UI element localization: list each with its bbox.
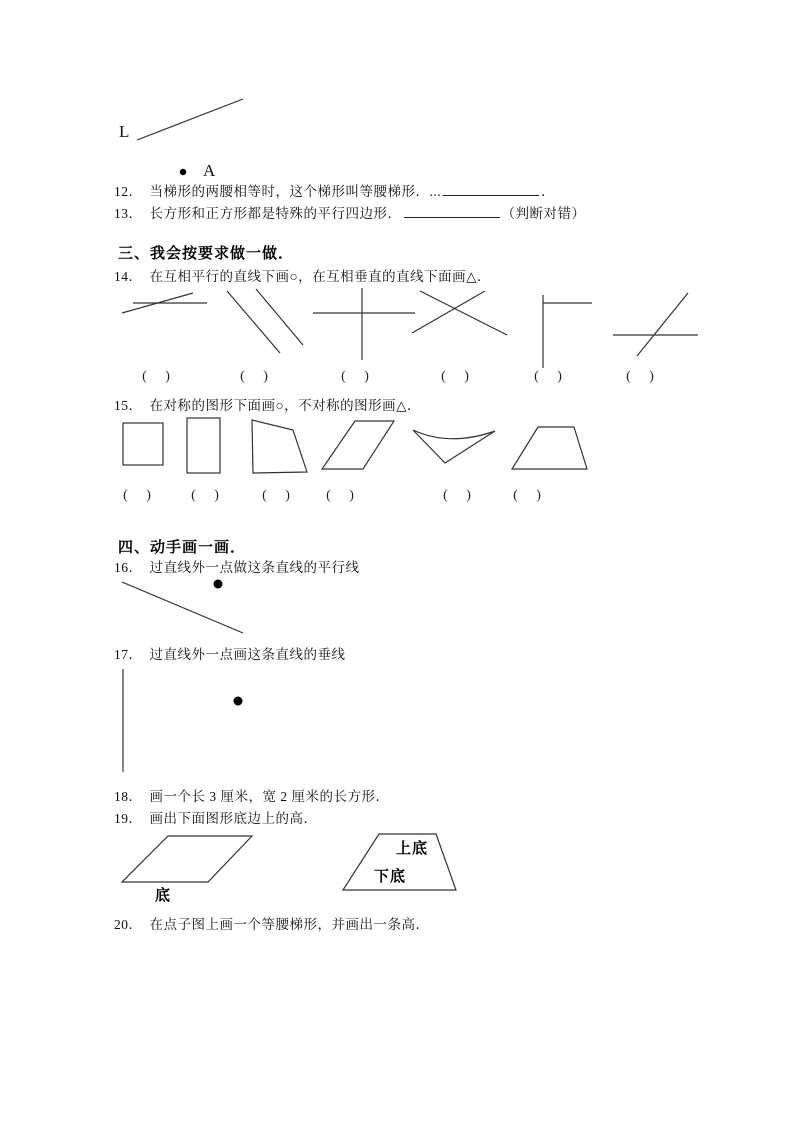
group4-line-b: [412, 291, 485, 333]
question-20: [114, 913, 430, 933]
question-15-number: 15．: [114, 398, 143, 413]
q16-figure: [110, 575, 260, 640]
shape-quadrilateral: [252, 420, 307, 473]
question-17-text: 过直线外一点画这条直线的垂线: [149, 647, 346, 662]
question-19-number: 19．: [114, 811, 143, 826]
q17-figure: [110, 665, 260, 777]
q14-answer-paren-2: ( ): [240, 369, 270, 384]
question-15: [114, 394, 421, 414]
shape-parallelogram: [322, 421, 394, 469]
shape-trapezoid: [512, 427, 587, 469]
question-13-text: 长方形和正方形都是特殊的平行四边形．: [149, 206, 402, 221]
group4-line-a: [420, 291, 507, 335]
question-12-text: 当梯形的两腰相等时，这个梯形叫等腰梯形．...: [149, 184, 442, 199]
question-16-number: 16．: [114, 560, 143, 575]
question-18: [114, 785, 390, 805]
lines-group-6: [613, 293, 698, 356]
group2-line-a: [227, 291, 280, 353]
q19-base-label: 底: [155, 888, 172, 904]
q16-line: [122, 582, 243, 633]
q14-figure: [110, 286, 710, 376]
question-13-blank: [404, 204, 500, 218]
lines-group-4: [412, 291, 507, 335]
question-13-number: 13．: [114, 206, 143, 221]
top-figure-point-label: A: [203, 161, 216, 180]
q19-bottom-base-label: 下底: [374, 869, 407, 885]
question-15-text: 在对称的图形下面画○，不对称的图形画△．: [149, 398, 422, 413]
shape-rectangle: [187, 418, 220, 473]
question-20-text: 在点子图上画一个等腰梯形，并画出一条高．: [149, 917, 430, 932]
top-figure: [110, 92, 260, 184]
question-16: [114, 556, 360, 576]
q15-answer-paren-1: ( ): [123, 488, 153, 503]
question-13: [114, 202, 586, 222]
question-12-suffix: ．: [541, 184, 556, 199]
q15-answer-paren-3: ( ): [262, 488, 292, 503]
shape-square: [123, 423, 163, 465]
q19-parallelogram: [122, 836, 252, 882]
q14-answer-paren-5: ( ): [534, 369, 564, 384]
q19-top-base-label: 上底: [396, 841, 429, 857]
lines-group-1: [122, 293, 207, 313]
top-figure-point: [180, 169, 186, 175]
group6-line-b: [637, 293, 688, 356]
q16-point: [214, 580, 223, 589]
question-14: [114, 265, 491, 285]
q15-figure: [110, 415, 610, 477]
top-figure-line-label: L: [119, 122, 130, 141]
question-18-text: 画一个长 3 厘米，宽 2 厘米的长方形．: [149, 789, 390, 804]
q14-answer-paren-6: ( ): [626, 369, 656, 384]
question-14-text: 在互相平行的直线下画○，在互相垂直的直线下面画△．: [149, 269, 492, 284]
question-12-number: 12．: [114, 184, 143, 199]
q14-answer-paren-1: ( ): [142, 369, 172, 384]
question-13-suffix: （判断对错）: [501, 206, 586, 221]
section-3-heading: 三、我会按要求做一做．: [118, 246, 295, 262]
q17-point: [234, 697, 243, 706]
question-14-number: 14．: [114, 269, 143, 284]
q15-answer-paren-6: ( ): [513, 488, 543, 503]
lines-group-5: [543, 295, 592, 368]
q15-answer-paren-4: ( ): [326, 488, 356, 503]
question-19-text: 画出下面图形底边上的高．: [149, 811, 318, 826]
question-17: [114, 643, 346, 663]
q14-answer-paren-4: ( ): [441, 369, 471, 384]
q14-answer-paren-3: ( ): [341, 369, 371, 384]
q15-answer-paren-2: ( ): [191, 488, 221, 503]
top-figure-line: [137, 99, 243, 140]
question-20-number: 20．: [114, 917, 143, 932]
question-17-number: 17．: [114, 647, 143, 662]
lines-group-2: [227, 289, 303, 353]
question-12: [114, 180, 555, 200]
q15-answer-paren-5: ( ): [443, 488, 473, 503]
question-12-blank: [443, 182, 539, 196]
group2-line-b: [256, 289, 303, 345]
section-4-heading: 四、动手画一画．: [118, 540, 247, 556]
question-16-text: 过直线外一点做这条直线的平行线: [149, 560, 360, 575]
shape-dart: [413, 430, 495, 463]
question-19: [114, 807, 318, 827]
question-18-number: 18．: [114, 789, 143, 804]
lines-group-3: [313, 288, 415, 360]
